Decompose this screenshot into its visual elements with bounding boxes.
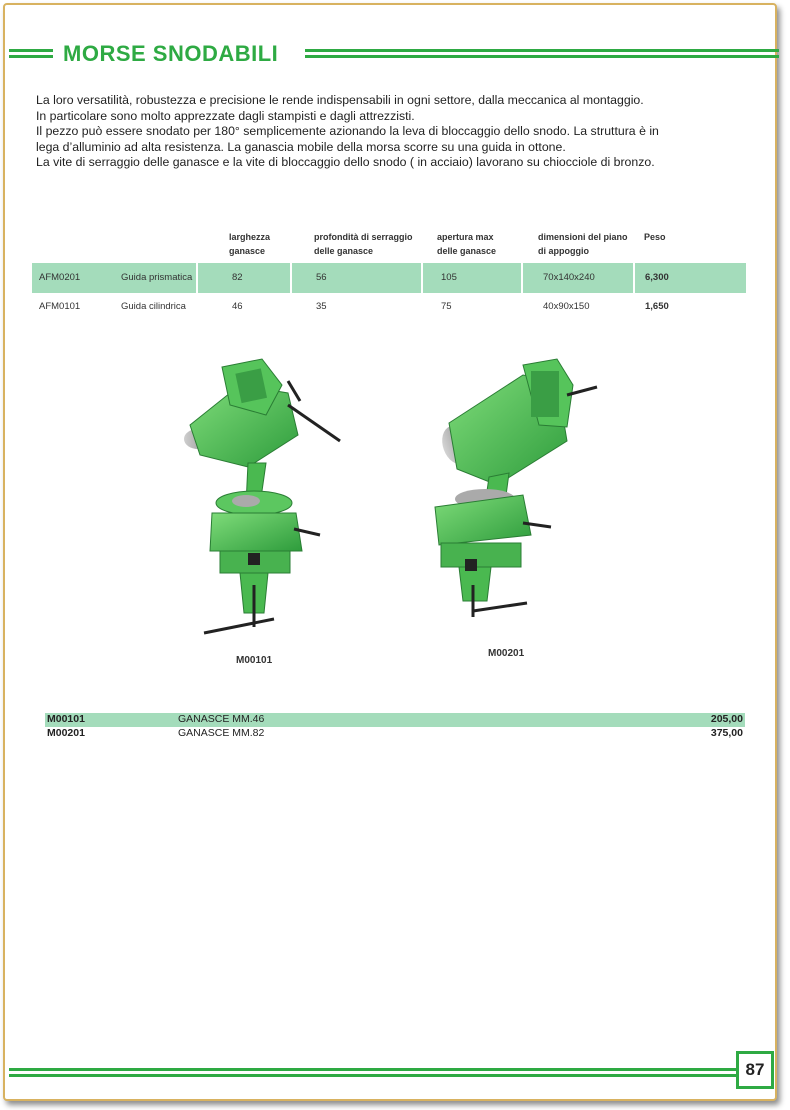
page-number: 87 bbox=[736, 1051, 774, 1089]
description-line: In particolare sono molto apprezzate dagli stampisti e dagli attrezzisti. bbox=[36, 108, 415, 123]
image-caption-left: M00101 bbox=[236, 655, 273, 666]
title-rule-left-top bbox=[9, 49, 53, 52]
row-weight: 6,300 bbox=[645, 272, 669, 283]
header-weight: Peso bbox=[644, 232, 666, 242]
price-row bbox=[45, 727, 745, 741]
header-opening: apertura max delle ganasce bbox=[437, 232, 497, 256]
row-guide: Guida prismatica bbox=[121, 272, 193, 283]
vise-m00101-image bbox=[170, 345, 350, 645]
row-dimensions: 70x140x240 bbox=[543, 272, 595, 283]
table-row bbox=[32, 294, 746, 324]
price-row bbox=[45, 713, 745, 727]
title-rule-left-bottom bbox=[9, 55, 53, 58]
row-guide: Guida cilindrica bbox=[121, 301, 186, 312]
row-code: AFM0201 bbox=[39, 272, 81, 283]
price-code: M00201 bbox=[47, 727, 85, 739]
page-title: MORSE SNODABILI bbox=[57, 41, 284, 67]
footer-rule-top bbox=[9, 1068, 739, 1071]
row-code: AFM0101 bbox=[39, 301, 81, 312]
description-line: lega d’alluminio ad alta resistenza. La ganascia mobile della morsa scorre su una guida in ottone. bbox=[36, 139, 566, 154]
price-value: 205,00 bbox=[710, 713, 743, 725]
table-row bbox=[32, 263, 746, 293]
row-width: 82 bbox=[232, 272, 243, 283]
image-caption-right: M00201 bbox=[488, 648, 525, 659]
row-opening: 75 bbox=[441, 301, 452, 312]
price-code: M00101 bbox=[47, 713, 85, 725]
header-depth: profondità di serraggio delle ganasce bbox=[314, 232, 413, 256]
description-line: Il pezzo può essere snodato per 180° semplicemente azionando la leva di bloccaggio dello snodo. La struttura è in bbox=[36, 124, 659, 138]
product-description bbox=[36, 93, 736, 171]
section-header bbox=[9, 41, 779, 69]
title-rule-right-bottom bbox=[305, 55, 779, 58]
catalog-page bbox=[3, 3, 777, 1101]
row-width: 46 bbox=[232, 301, 243, 312]
row-weight: 1,650 bbox=[645, 301, 669, 312]
row-dimensions: 40x90x150 bbox=[543, 301, 590, 312]
row-depth: 35 bbox=[316, 301, 327, 312]
title-rule-right-top bbox=[305, 49, 779, 52]
price-list bbox=[45, 713, 745, 741]
price-value: 375,00 bbox=[710, 727, 743, 739]
price-description: GANASCE MM.82 bbox=[178, 727, 265, 739]
description-line: La loro versatilità, robustezza e precisione le rende indispensabili in ogni settore, dalla meccanica al montaggio. bbox=[36, 93, 644, 107]
row-opening: 105 bbox=[441, 272, 457, 283]
row-depth: 56 bbox=[316, 272, 327, 283]
price-description: GANASCE MM.46 bbox=[178, 713, 265, 725]
description-line: La vite di serraggio delle ganasce e la vite di bloccaggio dello snodo ( in acciaio) lavorano su chiocciole di bronzo. bbox=[36, 155, 655, 169]
footer-rule-bottom bbox=[9, 1074, 739, 1077]
header-width: larghezza ganasce bbox=[229, 232, 271, 256]
vise-m00201-image bbox=[427, 345, 607, 630]
header-dimensions: dimensioni del piano di appoggio bbox=[538, 232, 628, 256]
